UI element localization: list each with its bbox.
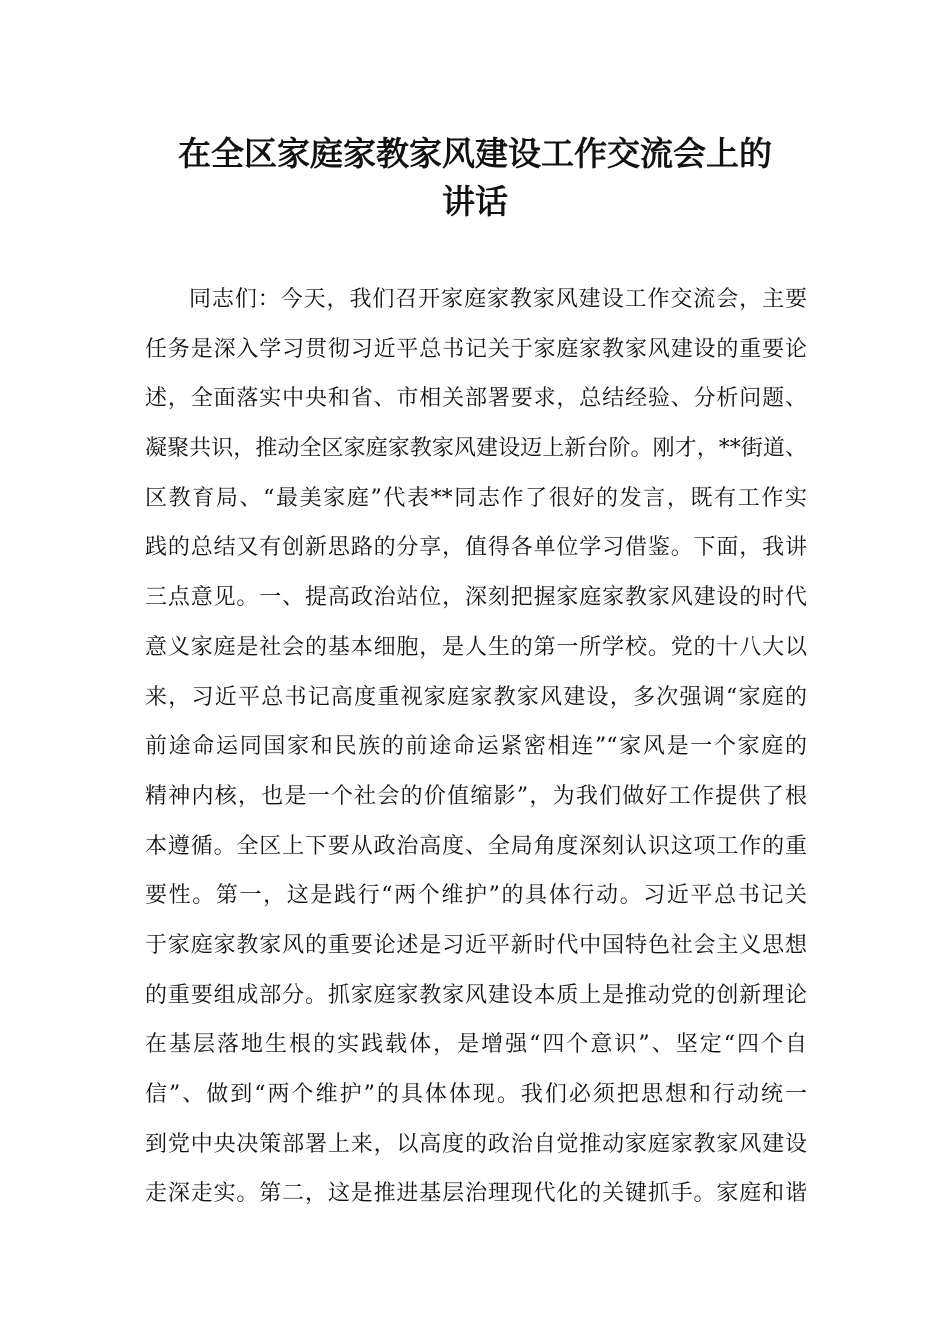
body-text-line: 精神内核，也是一个社会的价值缩影”，为我们做好工作提供了根: [145, 783, 807, 809]
body-text-line: 前途命运同国家和民族的前途命运紧密相连”“家风是一个家庭的: [145, 734, 807, 760]
body-text-line: 于家庭家教家风的重要论述是习近平新时代中国特色社会主义思想: [145, 932, 807, 958]
body-text-line: 区教育局、“最美家庭”代表**同志作了很好的发言，既有工作实: [145, 485, 807, 511]
document-title: [0, 130, 950, 226]
body-text-line: 意义家庭是社会的基本细胞，是人生的第一所学校。党的十八大以: [145, 634, 807, 660]
body-text-line: 在基层落地生根的实践载体，是增强“四个意识”、坚定“四个自: [145, 1032, 807, 1058]
body-text-line: 到党中央决策部署上来，以高度的政治自觉推动家庭家教家风建设: [145, 1131, 807, 1157]
body-text-line: 本遵循。全区上下要从政治高度、全局角度深刻认识这项工作的重: [145, 833, 807, 859]
body-text-line: 三点意见。一、提高政治站位，深刻把握家庭家教家风建设的时代: [145, 585, 807, 611]
body-text-line: 信”、做到“两个维护”的具体体现。我们必须把思想和行动统一: [145, 1082, 807, 1107]
body-text-line: 来，习近平总书记高度重视家庭家教家风建设，多次强调“家庭的: [145, 684, 807, 710]
body-text-line: 同志们：今天，我们召开家庭家教家风建设工作交流会，主要: [189, 287, 807, 312]
body-text-line: 述，全面落实中央和省、市相关部署要求，总结经验、分析问题、: [145, 386, 807, 412]
body-text-line: 践的总结又有创新思路的分享，值得各单位学习借鉴。下面，我讲: [145, 535, 807, 561]
title-line-2: 讲话: [442, 182, 508, 221]
body-text-line: 任务是深入学习贯彻习近平总书记关于家庭家教家风建设的重要论: [145, 336, 807, 362]
body-text-line: 走深走实。第二，这是推进基层治理现代化的关键抓手。家庭和谐: [145, 1181, 807, 1207]
title-line-1: 在全区家庭家教家风建设工作交流会上的: [178, 134, 772, 173]
body-text-line: 要性。第一，这是践行“两个维护”的具体行动。习近平总书记关: [145, 883, 807, 909]
document-body: [145, 275, 807, 1219]
body-text-line: 凝聚共识，推动全区家庭家教家风建设迈上新台阶。刚才，**街道、: [145, 436, 807, 462]
body-text-line: 的重要组成部分。抓家庭家教家风建设本质上是推动党的创新理论: [145, 982, 807, 1008]
